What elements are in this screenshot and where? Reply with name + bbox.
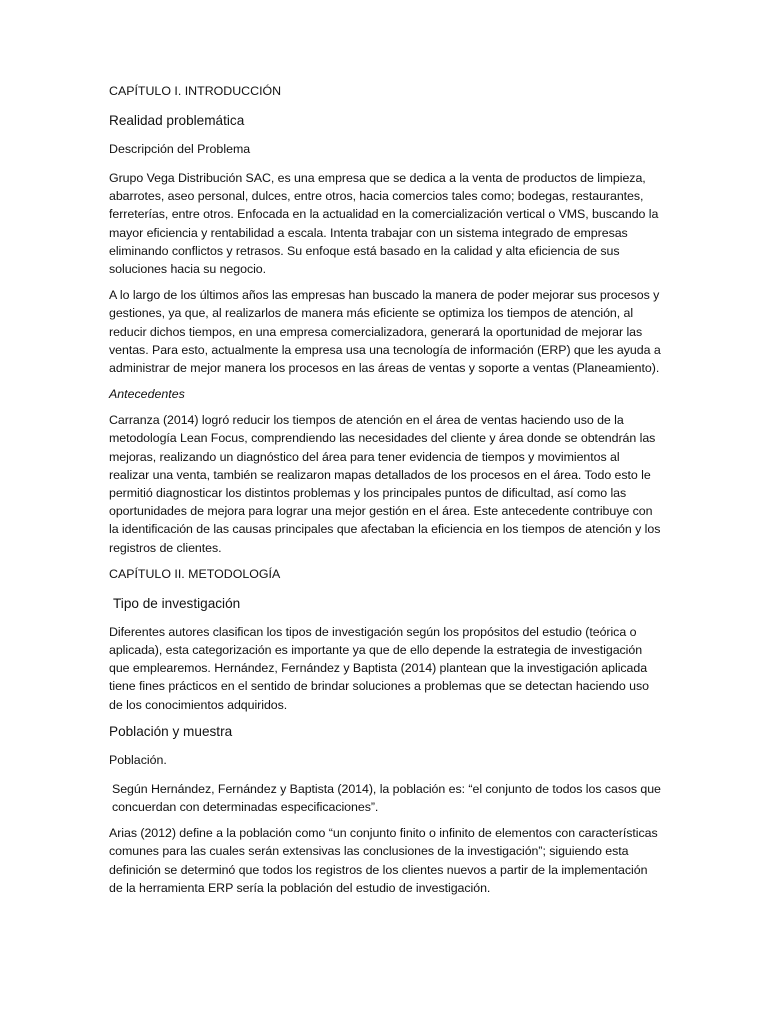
tipo-investigacion-heading: Tipo de investigación [113, 595, 241, 611]
document-body [109, 82, 661, 905]
chapter-2-title: CAPÍTULO II. METODOLOGÍA [109, 566, 281, 581]
realidad-problematica-heading: Realidad problemática [109, 113, 245, 128]
poblacion-muestra-heading: Población y muestra [109, 723, 233, 739]
poblacion-heading: Población. [109, 752, 167, 767]
paragraph-contexto: A lo largo de los últimos años las empresas han buscado la manera de poder mejorar sus procesos y gestiones, ya que, al realizarlos de manera más eficiente se optimiza los tiempos de atención, al reducir dichos tiempos, en una empresa comercializadora, generará la oportunidad de mejorar las ventas. Para esto, actualmente la empresa usa una tecnología de información (ERP) que les ayuda a administrar de mejor manera los procesos en las áreas de ventas y soporte a ventas (Planeamiento). [109, 288, 661, 376]
paragraph-tipo-investigacion: Diferentes autores clasifican los tipos de investigación según los propósitos del estudio (teórica o aplicada), esta categorización es importante ya que de ello depende la estrategia de investigación que emplearemos. Hernández, Fernández y Baptista (2014) plantean que la investigación aplicada tiene fines prácticos en el sentido de brindar soluciones a problemas que se detectan haciendo uso de los conocimientos adquiridos. [109, 624, 649, 712]
paragraph-empresa: Grupo Vega Distribución SAC, es una empresa que se dedica a la venta de productos de limpieza, abarrotes, aseo personal, dulces, entre otros, hacia comercios tales como; bodegas, restaurantes, ferreterías, entre otros. Enfocada en la actualidad en la comercialización vertical o VMS, buscando la mayor eficiencia y rentabilidad a escala. Intenta trabajar con un sistema integrado de empresas eliminando conflictos y retrasos. Su enfoque está basado en la calidad y alta eficiencia de sus soluciones hacia su negocio. [109, 171, 659, 277]
descripcion-problema-heading: Descripción del Problema [109, 142, 251, 156]
antecedentes-heading: Antecedentes [109, 387, 185, 402]
chapter-1-title: CAPÍTULO I. INTRODUCCIÓN [109, 84, 282, 98]
paragraph-poblacion-definicion: Según Hernández, Fernández y Baptista (2014), la población es: “el conjunto de todos los casos que concuerdan con determinadas especificaciones”. [112, 781, 661, 815]
paragraph-antecedentes: Carranza (2014) logró reducir los tiempos de atención en el área de ventas haciendo uso de la metodología Lean Focus, comprendiendo las necesidades del cliente y área donde se obtendrán las mejoras, realizando un diagnóstico del área para tener evidencia de tiempos y movimientos al realizar una venta, también se realizaron mapas detallados de los procesos en el área. Todo esto le permitió diagnosticar los distintos problemas y los principales puntos de dificultad, así como las oportunidades de mejora para lograr una mejor gestión en el área. Este antecedente contribuye con la identificación de las causas principales que afectaban la eficiencia en los tiempos de atención y los registros de clientes. [109, 413, 661, 555]
paragraph-poblacion-arias: Arias (2012) define a la población como “un conjunto finito o infinito de elementos con características comunes para las cuales serán extensivas las conclusiones de la investigación”; siguiendo esta definición se determinó que todos los registros de los clientes nuevos a partir de la implementación de la herramienta ERP sería la población del estudio de investigación. [109, 826, 658, 895]
